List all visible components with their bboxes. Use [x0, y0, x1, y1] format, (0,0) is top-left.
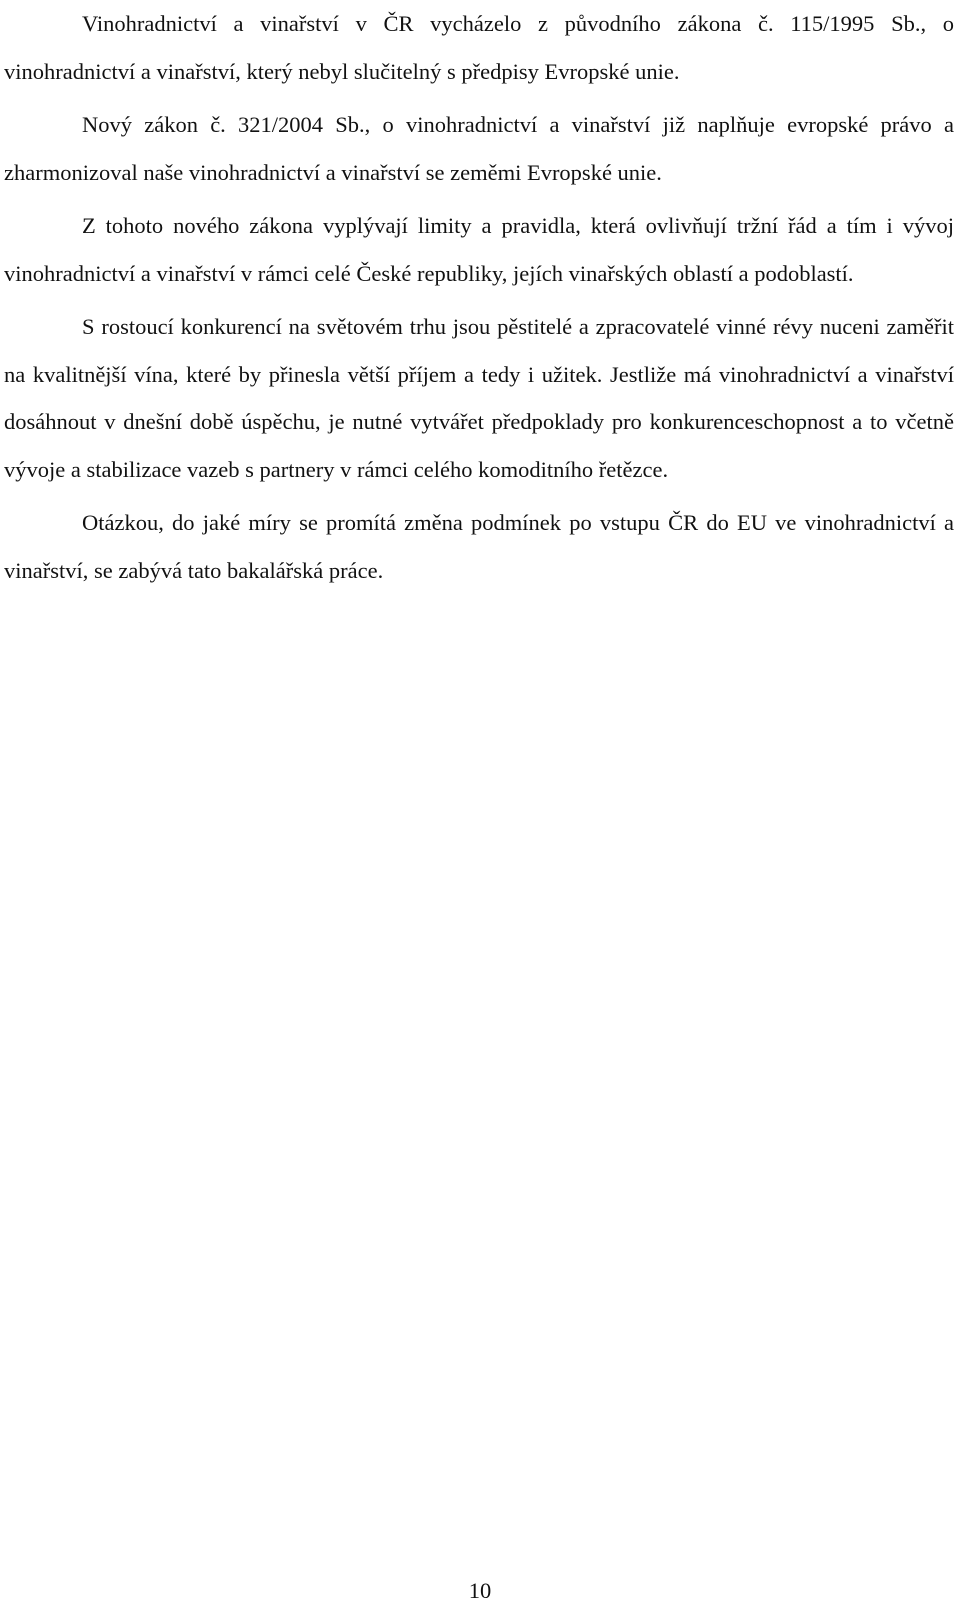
paragraph-limits-rules: Z tohoto nového zákona vyplývají limity a pravidla, která ovlivňují tržní řád a tím i vývoj vinohradnictví a vinařství v rámci celé České republiky, jejích vinařských oblastí a podoblastí.	[4, 213, 954, 286]
page-body	[4, 0, 954, 594]
paragraph-thesis-question: Otázkou, do jaké míry se promítá změna podmínek po vstupu ČR do EU ve vinohradnictví a vinařství, se zabývá tato bakalářská práce.	[4, 510, 954, 583]
page-number: 10	[468, 1578, 492, 1603]
paragraph-competition: S rostoucí konkurencí na světovém trhu jsou pěstitelé a zpracovatelé vinné révy nuceni zaměřit na kvalitnější vína, které by přinesla větší příjem a tedy i užitek. Jestliže má vinohradnictví a vinařství dosáhnout v dnešní době úspěchu, je nutné vytvářet předpoklady pro konkurenceschopnost a to včetně vývoje a stabilizace vazeb s partnery v rámci celého komoditního řetězce.	[4, 314, 954, 482]
paragraph-original-law: Vinohradnictví a vinařství v ČR vycházelo z původního zákona č. 115/1995 Sb., o vinohradnictví a vinařství, který nebyl slučitelný s předpisy Evropské unie.	[4, 11, 954, 84]
paragraph-new-law: Nový zákon č. 321/2004 Sb., o vinohradnictví a vinařství již naplňuje evropské právo a zharmonizoval naše vinohradnictví a vinařství se zeměmi Evropské unie.	[4, 112, 954, 185]
